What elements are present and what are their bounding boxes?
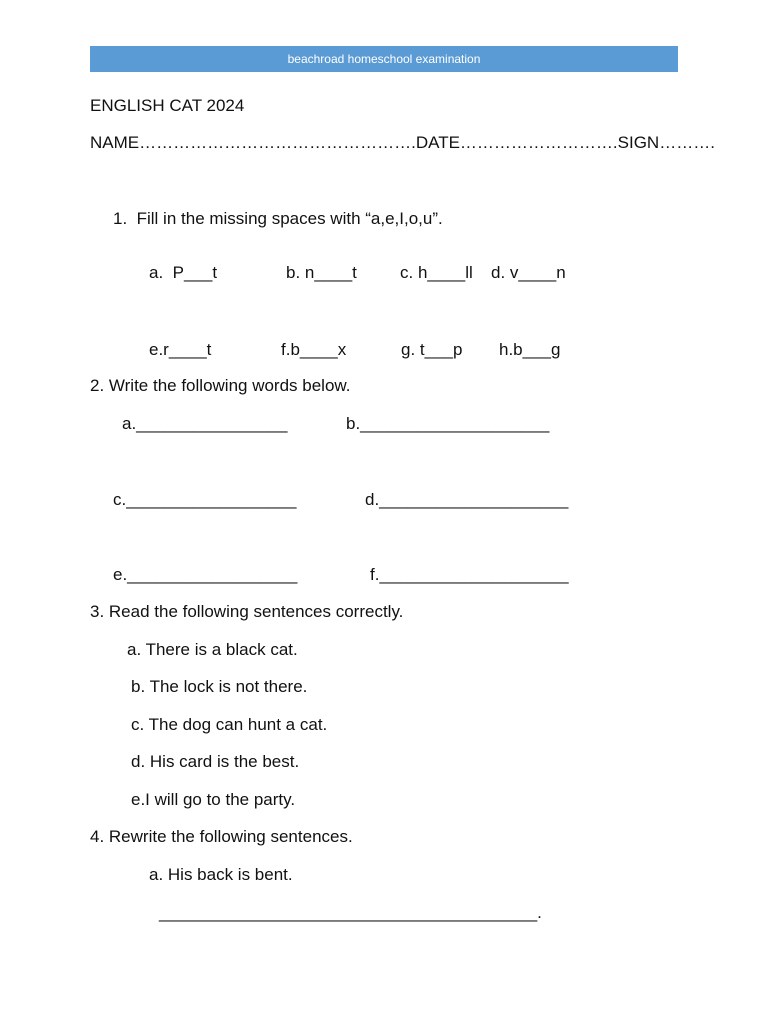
q3-sentence-c: c. The dog can hunt a cat. [131,715,328,734]
q1-item-f: f.b____x [281,340,347,359]
q2-blank-f: f.____________________ [370,565,569,584]
exam-title: ENGLISH CAT 2024 [90,96,245,115]
q1-item-e: e.r____t [149,340,212,359]
name-date-sign-line: NAME………………………………………….DATE……………………….SIGN………. [90,133,715,152]
question-4-heading: 4. Rewrite the following sentences. [90,827,353,846]
q4-sentence-a: a. His back is bent. [149,865,293,884]
q1-item-d: d. v____n [491,263,566,282]
q4-answer-line: ________________________________________. [159,903,542,922]
q1-item-a: a. P___t [149,263,218,282]
q2-blank-b: b.____________________ [346,414,550,433]
q2-blank-d: d.____________________ [365,490,569,509]
q3-sentence-b: b. The lock is not there. [131,677,308,696]
q1-item-b: b. n____t [286,263,357,282]
question-3-heading: 3. Read the following sentences correctly. [90,602,404,621]
question-2-heading: 2. Write the following words below. [90,376,351,395]
q1-item-c: c. h____ll [400,263,473,282]
q1-item-h: h.b___g [499,340,561,359]
q3-sentence-d: d. His card is the best. [131,752,300,771]
question-1-heading: 1. Fill in the missing spaces with “a,e,I,o,u”. [113,209,443,228]
school-banner: beachroad homeschool examination [90,46,678,72]
q2-blank-c: c.__________________ [113,490,297,509]
q1-item-g: g. t___p [401,340,463,359]
q3-sentence-e: e.I will go to the party. [131,790,296,809]
q2-blank-e: e.__________________ [113,565,298,584]
q2-blank-a: a.________________ [122,414,288,433]
q3-sentence-a: a. There is a black cat. [127,640,298,659]
